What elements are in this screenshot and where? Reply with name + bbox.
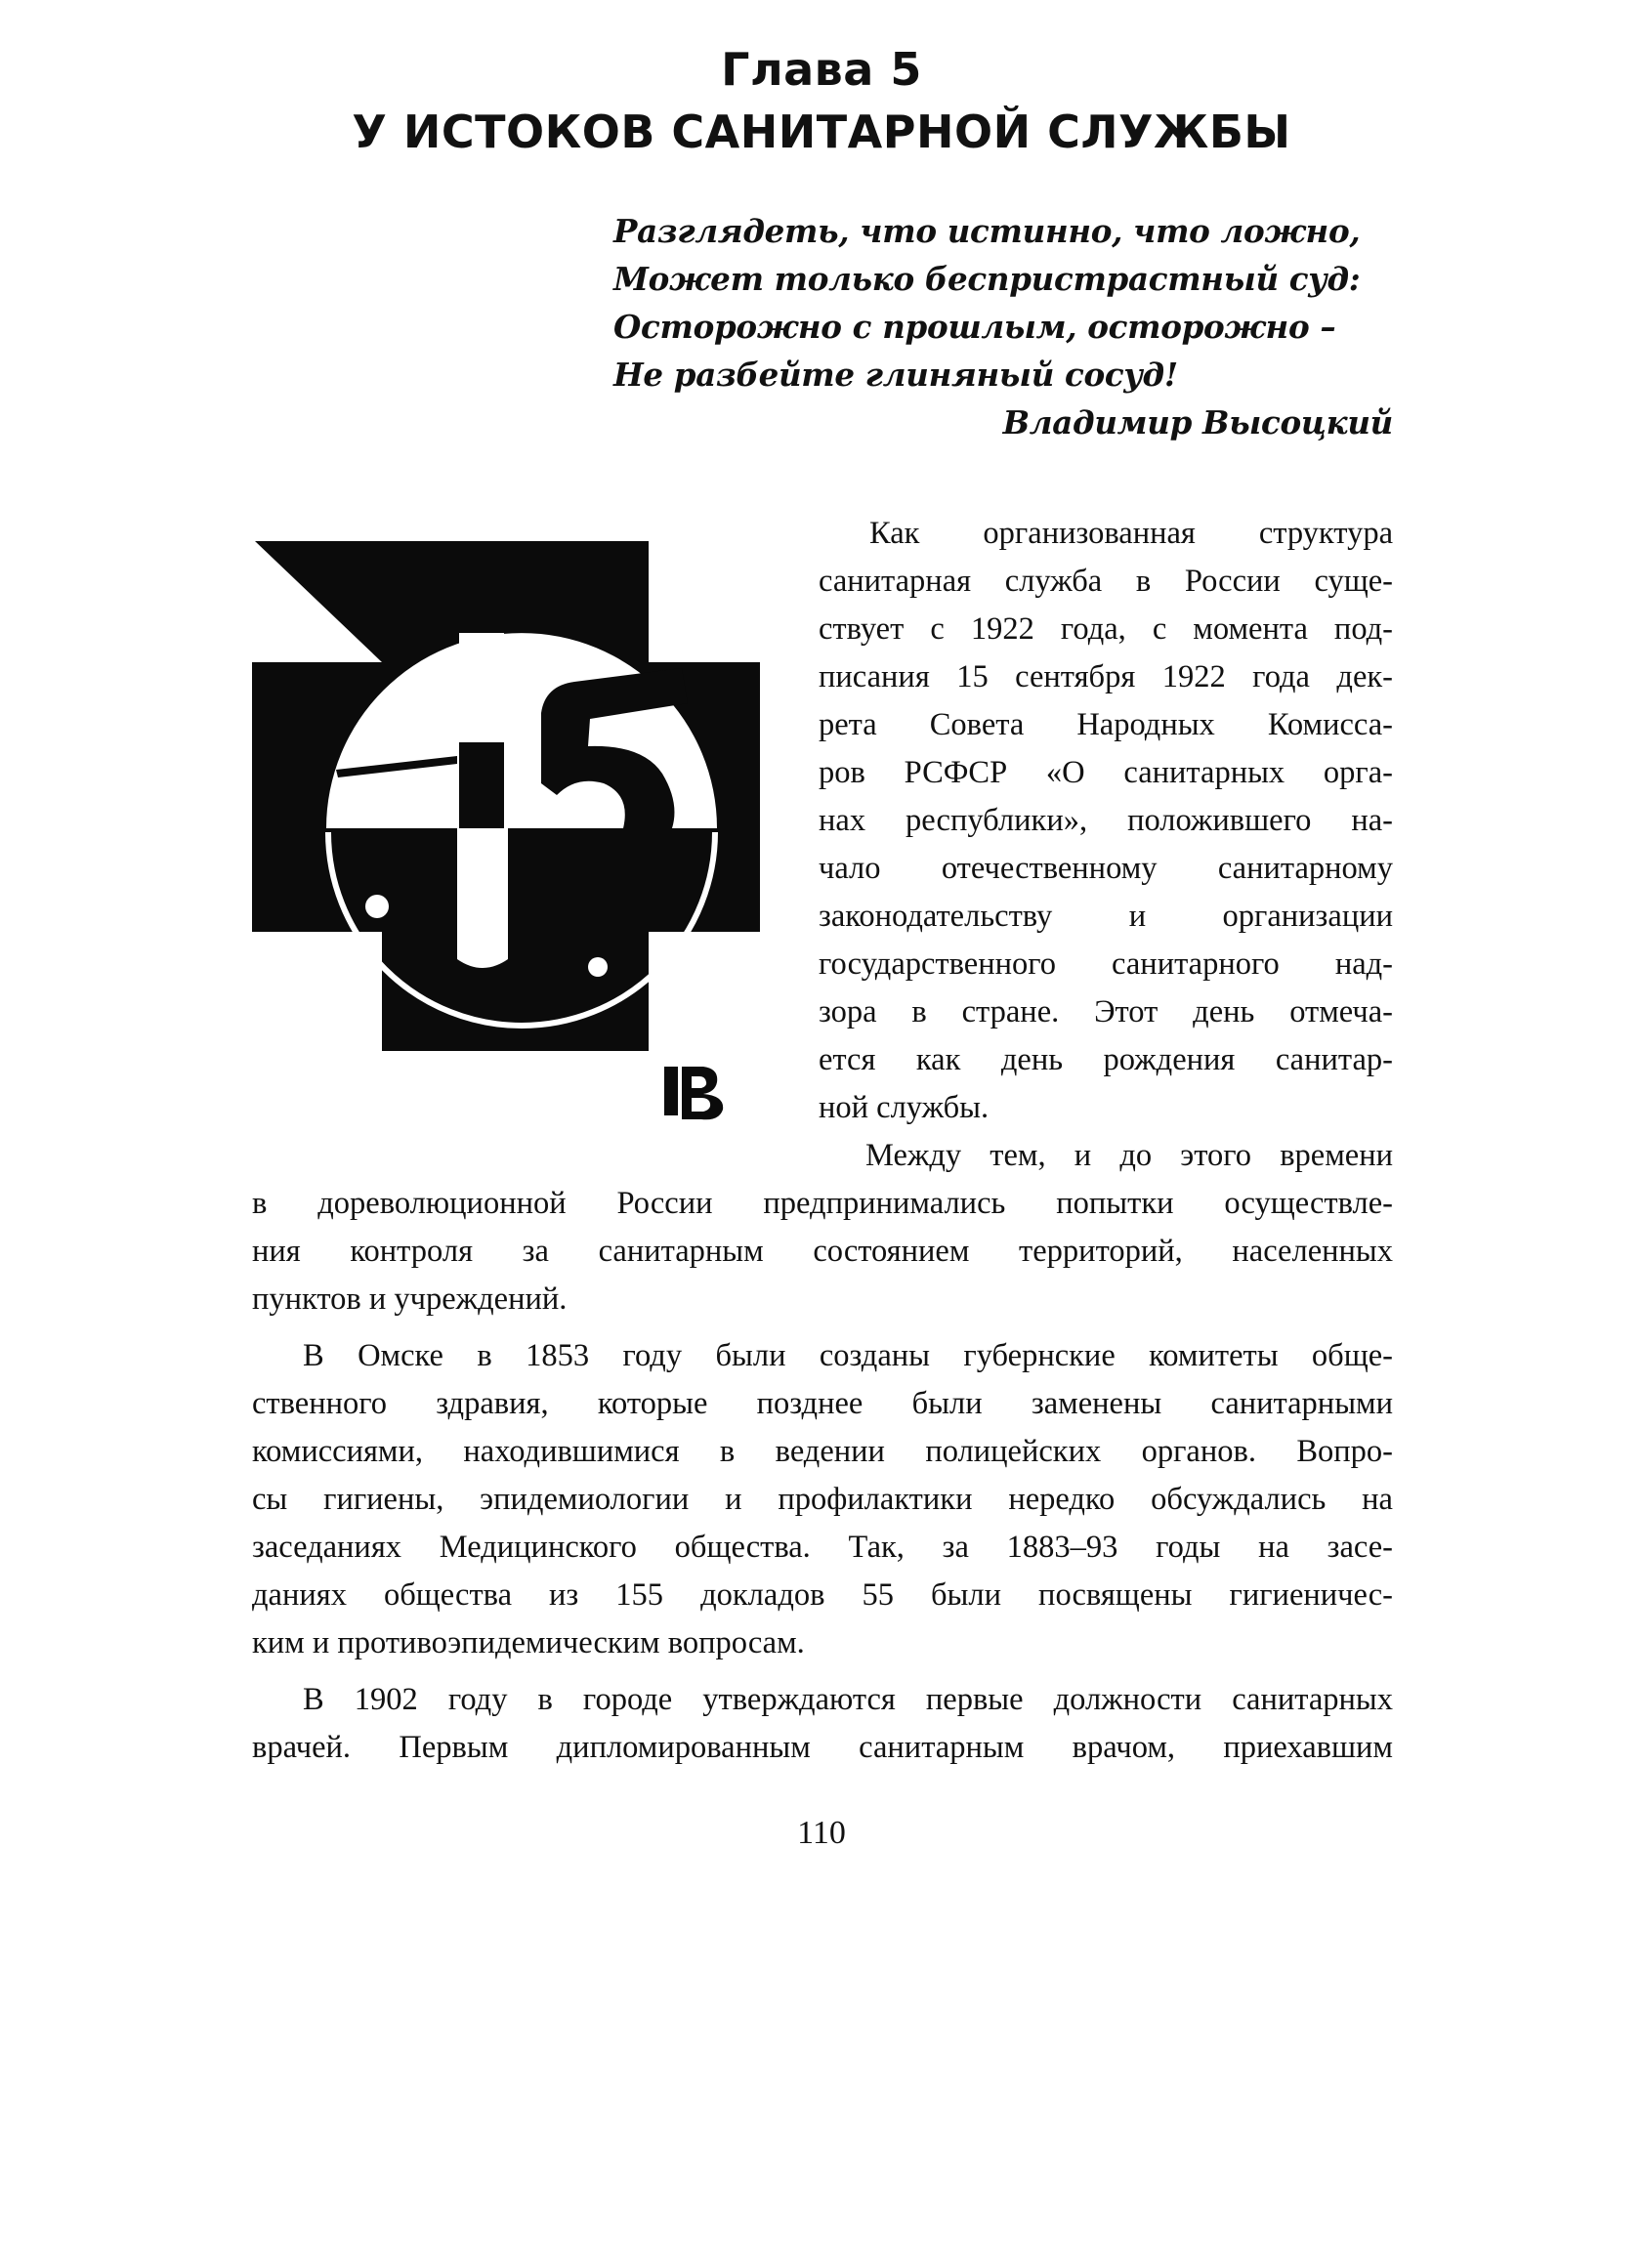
text-line: нах республики», положившего на- bbox=[819, 803, 1393, 838]
epigraph bbox=[613, 207, 1395, 446]
text-line: зора в стране. Этот день отмеча- bbox=[819, 994, 1393, 1029]
epigraph-line: Не разбейте глиняный сосуд! bbox=[613, 356, 1178, 394]
text-line: писания 15 сентября 1922 года дек- bbox=[819, 659, 1393, 694]
text-line: заседаниях Медицинского общества. Так, за 1883–93 годы на засе- bbox=[252, 1530, 1393, 1565]
digit-one-top bbox=[459, 633, 504, 742]
emblem-dot bbox=[588, 957, 608, 977]
chapter-number: Глава 5 bbox=[721, 43, 922, 96]
text-line: ствует с 1922 года, с момента под- bbox=[819, 611, 1393, 647]
page-number: 110 bbox=[797, 1815, 846, 1851]
paragraph-prerevolution bbox=[252, 1132, 1393, 1323]
epigraph-author: Владимир Высоцкий bbox=[1002, 403, 1393, 441]
text-line: в дореволюционной России предпринимались попытки осуществле- bbox=[252, 1186, 1393, 1221]
text-line: ственного здравия, которые позднее были заменены санитарными bbox=[252, 1386, 1393, 1421]
text-line: Между тем, и до этого времени bbox=[865, 1138, 1393, 1173]
digit-one-middle bbox=[459, 742, 504, 828]
digit-one-bottom bbox=[457, 828, 508, 968]
text-line: сы гигиены, эпидемиологии и профилактики нередко обсуждались на bbox=[252, 1482, 1393, 1517]
text-line: санитарная служба в России суще- bbox=[819, 564, 1393, 599]
text-line: государственного санитарного над- bbox=[819, 946, 1393, 982]
signature-monogram bbox=[664, 1067, 723, 1119]
emblem-dot bbox=[365, 895, 389, 918]
paragraph-intro bbox=[819, 510, 1393, 1132]
text-line: врачей. Первым дипломированным санитарным врачом, приехавшим bbox=[252, 1730, 1393, 1765]
text-line: Как организованная структура bbox=[869, 516, 1393, 551]
text-line: ров РСФСР «О санитарных орга- bbox=[819, 755, 1393, 790]
paragraph-1902 bbox=[252, 1676, 1393, 1772]
text-line: В Омске в 1853 году были созданы губернские комитеты обще- bbox=[303, 1338, 1393, 1373]
text-line: даниях общества из 155 докладов 55 были посвящены гигиеничес- bbox=[252, 1577, 1393, 1613]
text-line: ной службы. bbox=[819, 1090, 990, 1125]
chapter-title: У ИСТОКОВ САНИТАРНОЙ СЛУЖБЫ bbox=[352, 105, 1291, 158]
text-line: законодательству и организации bbox=[819, 899, 1393, 934]
text-line: ния контроля за санитарным состоянием территорий, населенных bbox=[252, 1234, 1393, 1269]
text-line: чало отечественному санитарному bbox=[819, 851, 1393, 886]
text-line: пунктов и учреждений. bbox=[252, 1281, 568, 1317]
text-line: В 1902 году в городе утверждаются первые должности санитарных bbox=[303, 1682, 1393, 1717]
epigraph-line: Осторожно с прошлым, осторожно – bbox=[613, 308, 1336, 346]
text-line: рета Совета Народных Комисса- bbox=[819, 707, 1393, 742]
text-line: ким и противоэпидемическим вопросам. bbox=[252, 1625, 805, 1660]
sanitary-emblem-image bbox=[252, 539, 776, 1125]
text-line: ется как день рождения санитар- bbox=[819, 1042, 1393, 1077]
paragraph-omsk-1853 bbox=[252, 1332, 1393, 1667]
epigraph-line: Разглядеть, что истинно, что ложно, bbox=[613, 212, 1361, 250]
epigraph-line: Может только беспристрастный суд: bbox=[613, 260, 1361, 298]
text-line: комиссиями, находившимися в ведении полицейских органов. Вопро- bbox=[252, 1434, 1393, 1469]
